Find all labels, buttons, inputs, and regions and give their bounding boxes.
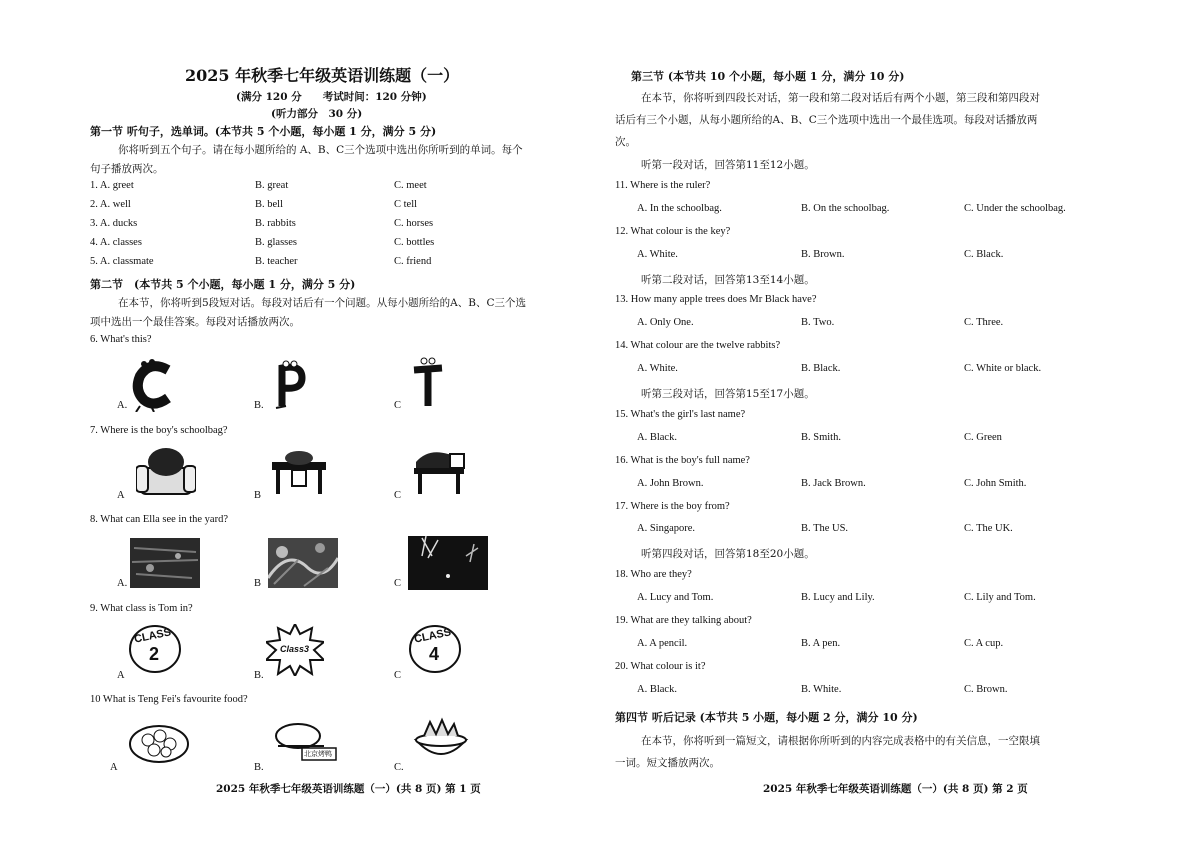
question-text: 12. What colour is the key? [615, 225, 731, 237]
option-a: 3. A. ducks [90, 218, 138, 229]
question-text: 15. What's the girl's last name? [615, 408, 746, 420]
question-text: 17. Where is the boy from? [615, 500, 730, 512]
page-footer: 2025 年秋季七年级英语训练题（一）(共 8 页) 第 1 页 [216, 783, 481, 795]
dialogue-instruction: 听第三段对话，回答第15至17小题。 [641, 388, 815, 400]
option-a: A. John Brown. [637, 477, 704, 489]
option-a: A. Black. [637, 431, 677, 443]
option-a: 5. A. classmate [90, 256, 154, 267]
question-10: 10 What is Teng Fei's favourite food? [90, 694, 248, 705]
score-time-line: (满分 120 分 考试时间：120 分钟) [236, 91, 427, 103]
option-a: A. Lucy and Tom. [637, 592, 714, 604]
roast-duck-image [266, 718, 338, 766]
option-b: B. White. [801, 683, 842, 695]
section-2-instruction-cont: 项中选出一个最佳答案。每段对话播放两次。 [90, 316, 300, 328]
option-b: B. Jack Brown. [801, 477, 866, 489]
option-a: 4. A. classes [90, 237, 142, 248]
option-a-label: A [110, 762, 118, 773]
section-3-header: 第三节 (本节共 10 个小题，每小题 1 分，满分 10 分) [631, 70, 905, 83]
question-text: 13. How many apple trees does Mr Black have? [615, 294, 817, 306]
option-b: B. A pen. [801, 637, 841, 649]
exam-page-2 [600, 0, 1200, 849]
option-b: B. The US. [801, 523, 849, 535]
listening-part-label: (听力部分 30 分) [271, 108, 363, 120]
section-1-instruction: 你将听到五个句子。请在每小题所给的 A、B、C三个选项中选出你所听到的单词。每个 [118, 144, 523, 156]
option-a-label: A [117, 490, 125, 501]
dumplings-plate-image [128, 718, 190, 764]
option-c-label: C. [394, 762, 404, 773]
option-c: C. The UK. [964, 523, 1013, 535]
option-b-label: B [254, 490, 262, 501]
section-4-instruction-cont: 一词。短文播放两次。 [615, 757, 720, 769]
option-c: C tell [394, 199, 418, 210]
schoolbag-on-sofa-image [136, 446, 196, 500]
option-b: B. On the schoolbag. [801, 202, 890, 214]
option-a: A. Only One. [637, 317, 694, 329]
class-badge-number: 2 [149, 644, 160, 664]
question-7: 7. Where is the boy's schoolbag? [90, 425, 228, 436]
option-a: A. Singapore. [637, 523, 696, 535]
option-b: B. Two. [801, 317, 835, 329]
class-badge-label: CLASS [413, 626, 453, 646]
option-c: C. White or black. [964, 363, 1042, 375]
page-footer: 2025 年秋季七年级英语训练题（一）(共 8 页) 第 2 页 [763, 783, 1028, 795]
option-a: 1. A. greet [90, 180, 134, 191]
question-6: 6. What's this? [90, 334, 152, 345]
option-c: C. Green [964, 431, 1002, 443]
hotpot-bowl-image [410, 716, 472, 768]
option-b: B. teacher [255, 256, 298, 267]
yard-photo-c-image [408, 536, 488, 590]
option-c: C. John Smith. [964, 477, 1027, 489]
option-a-label: A. [117, 578, 128, 589]
question-text: 11. Where is the ruler? [615, 179, 711, 191]
option-a: A. A pencil. [637, 637, 688, 649]
section-2-header: 第二节 (本节共 5 个小题，每小题 1 分，满分 5 分) [90, 278, 356, 291]
option-c: C. bottles [394, 237, 435, 248]
class-3-starburst-image [266, 624, 324, 676]
option-a: A. White. [637, 363, 678, 375]
dialogue-instruction: 听第一段对话，回答第11至12小题。 [641, 159, 815, 171]
option-a: A. In the schoolbag. [637, 202, 722, 214]
option-b: B. rabbits [255, 218, 296, 229]
letter-p-cartoon-image [272, 356, 312, 412]
option-c: C. Black. [964, 248, 1004, 260]
section-4-instruction: 在本节，你将听到一篇短文，请根据你所听到的内容完成表格中的有关信息，一空限填 [641, 735, 1040, 747]
option-c: C. meet [394, 180, 427, 191]
schoolbag-on-desk-image [270, 448, 328, 496]
option-c-label: C [394, 490, 402, 501]
option-b: B. great [255, 180, 289, 191]
section-3-instruction-end: 次。 [615, 136, 636, 148]
option-b: B. bell [255, 199, 283, 210]
option-b: B. Lucy and Lily. [801, 592, 875, 604]
yard-photo-a-image [130, 538, 200, 588]
option-a: 2. A. well [90, 199, 131, 210]
option-a-label: A [117, 670, 125, 681]
option-c: C. A cup. [964, 637, 1004, 649]
yard-photo-b-image [268, 538, 338, 588]
option-b-label: B. [254, 670, 264, 681]
class-2-badge-image [128, 624, 182, 674]
section-4-header: 第四节 听后记录 (本节共 5 小题，每小题 2 分，满分 10 分) [615, 711, 918, 724]
option-c: C. Lily and Tom. [964, 592, 1036, 604]
option-b-label: B [254, 578, 262, 589]
option-a: A. Black. [637, 683, 677, 695]
section-1-header: 第一节 听句子，选单词。(本节共 5 个小题，每小题 1 分，满分 5 分) [90, 125, 437, 138]
question-8: 8. What can Ella see in the yard? [90, 514, 228, 525]
class-badge-number: 4 [429, 644, 440, 664]
food-tag-label: 北京烤鸭 [304, 750, 332, 758]
option-b: B. Black. [801, 363, 841, 375]
question-text: 18. Who are they? [615, 569, 692, 581]
dialogue-instruction: 听第二段对话，回答第13至14小题。 [641, 273, 815, 286]
letter-t-cartoon-image [410, 356, 446, 412]
question-text: 20. What colour is it? [615, 660, 706, 672]
option-b: B. glasses [255, 237, 297, 248]
option-b: B. Brown. [801, 248, 845, 260]
option-c-label: C [394, 578, 402, 589]
class-4-badge-image [408, 624, 462, 674]
question-text: 19. What are they talking about? [615, 615, 752, 626]
dialogue-instruction: 听第四段对话，回答第18至20小题。 [641, 548, 815, 561]
class-badge-label: CLASS [133, 626, 173, 646]
section-2-instruction: 在本节，你将听到5段短对话。每段对话后有一个问题。从每小题所给的A、B、C三个选 [118, 297, 527, 309]
question-9: 9. What class is Tom in? [90, 603, 193, 614]
class-badge-label: Class3 [280, 644, 310, 654]
option-c: C. friend [394, 256, 432, 267]
option-c: C. horses [394, 218, 434, 229]
section-3-instruction: 在本节，你将听到四段长对话，第一段和第二段对话后有两个小题，第三段和第四段对 [641, 92, 1040, 104]
option-c: C. Three. [964, 317, 1004, 329]
option-b: B. Smith. [801, 431, 841, 443]
option-b-label: B. [254, 400, 264, 411]
option-c-label: C [394, 670, 402, 681]
option-a: A. White. [637, 248, 678, 260]
letter-c-cartoon-image [130, 356, 180, 412]
section-1-instruction-cont: 句子播放两次。 [90, 163, 164, 175]
option-c: C. Under the schoolbag. [964, 202, 1066, 214]
option-c: C. Brown. [964, 683, 1008, 695]
option-c-label: C [394, 400, 402, 411]
option-a-label: A. [117, 400, 128, 411]
question-text: 16. What is the boy's full name? [615, 454, 750, 466]
option-b-label: B. [254, 762, 264, 773]
schoolbag-under-desk-image [408, 446, 470, 498]
question-text: 14. What colour are the twelve rabbits? [615, 340, 781, 352]
section-3-instruction-cont: 话后有三个小题，从每小题所给的A、B、C三个选项中选出一个最佳选项。每段对话播放两 [615, 114, 1038, 126]
exam-title: 2025 年秋季七年级英语训练题（一） [185, 66, 460, 85]
